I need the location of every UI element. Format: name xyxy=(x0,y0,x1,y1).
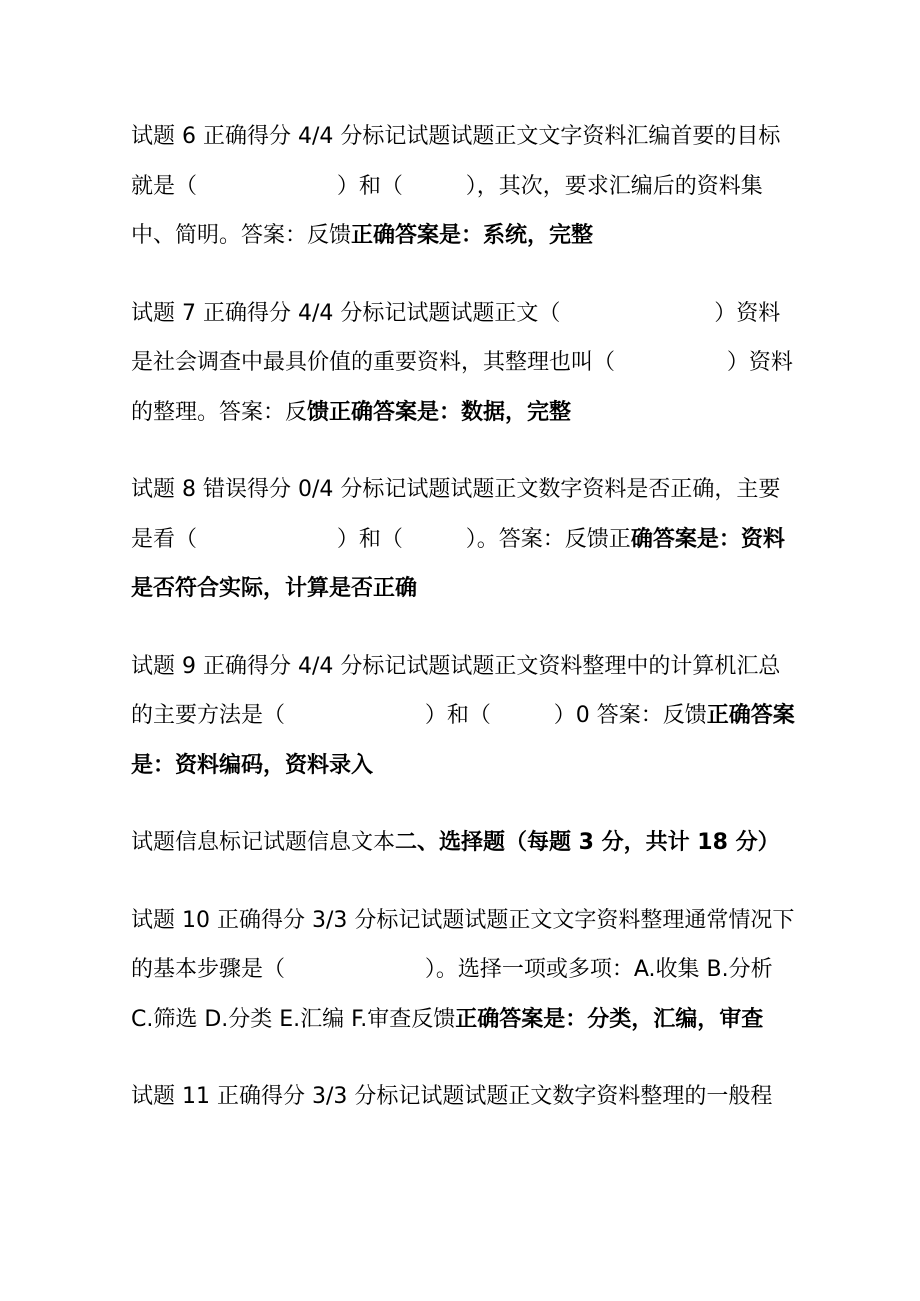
section-heading xyxy=(131,818,801,868)
question-10 xyxy=(131,896,801,1045)
question-6 xyxy=(131,112,801,261)
question-6-answer: 正确答案是：系统，完整 xyxy=(351,223,594,248)
question-7-text: 试题 7 正确得分 4/4 分标记试题试题正文（ ）资料是社会调查中最具价值的重要资料，其整理也叫（ ）资料的整理。答案：反 xyxy=(131,300,793,425)
document-page xyxy=(131,112,801,1150)
question-11 xyxy=(131,1072,801,1122)
question-10-text: 试题 10 正确得分 3/3 分标记试题试题正文文字资料整理通常情况下的基本步骤是（ ）。选择一项或多项：A.收集 B.分析 C.筛选 D.分类 E.汇编 F.审查反馈 xyxy=(131,907,795,1032)
question-8-text: 试题 8 错误得分 0/4 分标记试题试题正文数字资料是否正确，主要是看（ ）和（ ）。答案：反馈正 xyxy=(131,477,781,552)
question-8-answer: 确答案是：资料是否符合实际，计算是否正确 xyxy=(131,526,785,601)
section-info-text: 试题信息标记试题信息文本 xyxy=(131,830,396,855)
question-11-text: 试题 11 正确得分 3/3 分标记试题试题正文数字资料整理的一般程 xyxy=(131,1084,773,1109)
question-6-text: 试题 6 正确得分 4/4 分标记试题试题正文文字资料汇编首要的目标就是（ ）和（ ），其次，要求汇编后的资料集中、简明。答案：反馈 xyxy=(131,124,781,248)
question-10-answer: 正确答案是：分类，汇编，审查 xyxy=(455,1006,764,1032)
question-9-answer: 正确答案是：资料编码，资料录入 xyxy=(131,703,795,778)
question-7-answer: 馈正确答案是：数据，完整 xyxy=(307,399,572,425)
section-title: 二、选择题（每题 3 分，共计 18 分） xyxy=(395,830,780,855)
question-7 xyxy=(131,289,801,438)
question-9-text: 试题 9 正确得分 4/4 分标记试题试题正文资料整理中的计算机汇总的主要方法是（ ）和（ ）0 答案：反馈 xyxy=(131,653,781,728)
question-9 xyxy=(131,642,801,791)
question-8 xyxy=(131,465,801,614)
